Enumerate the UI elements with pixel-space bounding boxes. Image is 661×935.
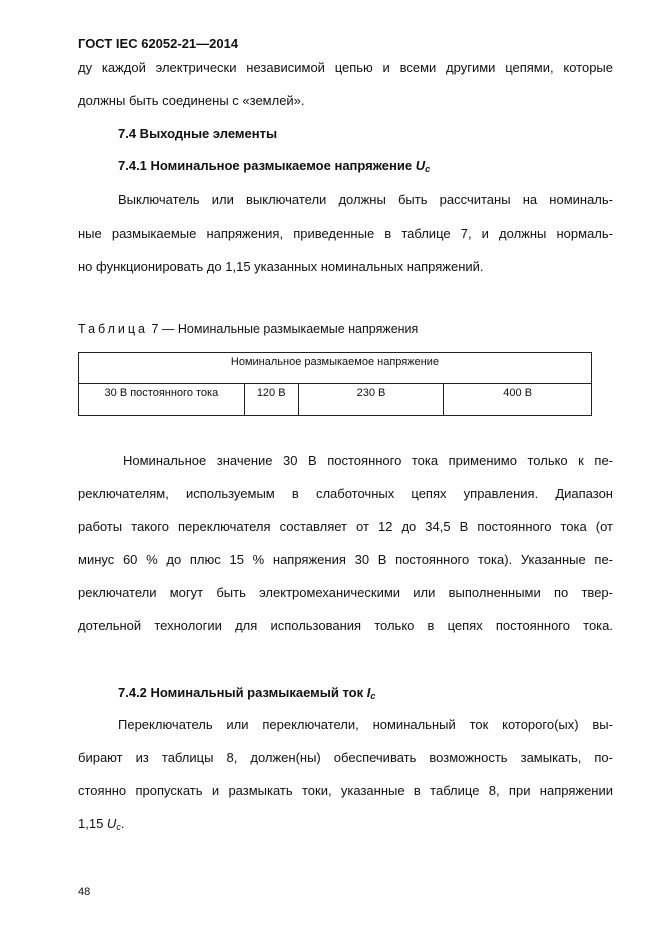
section-7-4-2-title-text: 7.4.2 Номинальный размыкаемый ток: [118, 685, 367, 700]
table-7: [78, 352, 592, 416]
section-7-4-1-subscript: c: [425, 164, 431, 174]
para-7-4-1-line-1: Выключатель или выключатели должны быть рассчитаны на номиналь-: [118, 192, 613, 207]
para-7-4-1-line-3: но функционировать до 1,15 указанных номинальных напряжений.: [78, 259, 484, 274]
table-7-header: Номинальное размыкаемое напряжение: [79, 353, 592, 384]
table-7-cell-400v: 400 В: [444, 384, 592, 416]
page-number: 48: [78, 886, 91, 898]
para-7-4-2-line-4-prefix: 1,15: [78, 816, 107, 831]
section-7-4-2-subscript: c: [370, 691, 376, 701]
table-7-cell-230v: 230 В: [298, 384, 444, 416]
table-7-cell-30v-dc: 30 В постоянного тока: [79, 384, 245, 416]
para-7-4-2-line-4: [78, 816, 124, 832]
para-7-4-2-line-4-subscript: c: [116, 822, 121, 832]
note-para-line-6: дотельной технологии для использования только в цепях постоянного тока.: [78, 618, 613, 633]
para-7-4-2-line-2: бирают из таблицы 8, должен(ны) обеспечивать возможность замыкать, по-: [78, 750, 613, 765]
para-7-4-2-line-4-symbol: U: [106, 816, 117, 831]
section-7-4-2-symbol: I: [366, 685, 371, 700]
para-7-4-2-line-1: Переключатель или переключатели, номинальный ток которого(ых) вы-: [118, 717, 613, 732]
para-7-4-1-line-2: ные размыкаемые напряжения, приведенные в таблице 7, и должны нормаль-: [78, 226, 613, 241]
intro-line-1: ду каждой электрически независимой цепью и всеми другими цепями, которые: [78, 60, 613, 75]
para-7-4-2-line-4-suffix: .: [120, 816, 125, 831]
table-7-caption-rest: 7 — Номинальные размыкаемые напряжения: [148, 322, 419, 336]
table-7-cell-120v: 120 В: [244, 384, 298, 416]
document-header: ГОСТ IEC 62052-21—2014: [78, 36, 239, 51]
section-7-4-1-title-text: 7.4.1 Номинальное размыкаемое напряжение: [118, 158, 416, 173]
table-7-caption: [78, 322, 418, 336]
section-7-4-title: 7.4 Выходные элементы: [118, 126, 278, 141]
note-para-line-2: реключателям, используемым в слаботочных цепях управления. Диапазон: [78, 486, 613, 501]
table-7-caption-word: Таблица: [78, 322, 149, 336]
note-para-line-1: Номинальное значение 30 В постоянного тока применимо только к пе-: [123, 453, 613, 468]
note-para-line-4: минус 60 % до плюс 15 % напряжения 30 В постоянного тока). Указанные пе-: [78, 552, 613, 567]
note-para-line-3: работы такого переключателя составляет от 12 до 34,5 В постоянного тока (от: [78, 519, 613, 534]
section-7-4-1-symbol: U: [415, 158, 426, 173]
note-para-line-5: реключатели могут быть электромеханическими или выполненными по твер-: [78, 585, 613, 600]
section-7-4-2-title: [118, 685, 375, 701]
intro-line-2: должны быть соединены с «землей».: [78, 93, 305, 108]
section-7-4-1-title: [118, 158, 430, 174]
para-7-4-2-line-3: стоянно пропускать и размыкать токи, указанные в таблице 8, при напряжении: [78, 783, 613, 798]
